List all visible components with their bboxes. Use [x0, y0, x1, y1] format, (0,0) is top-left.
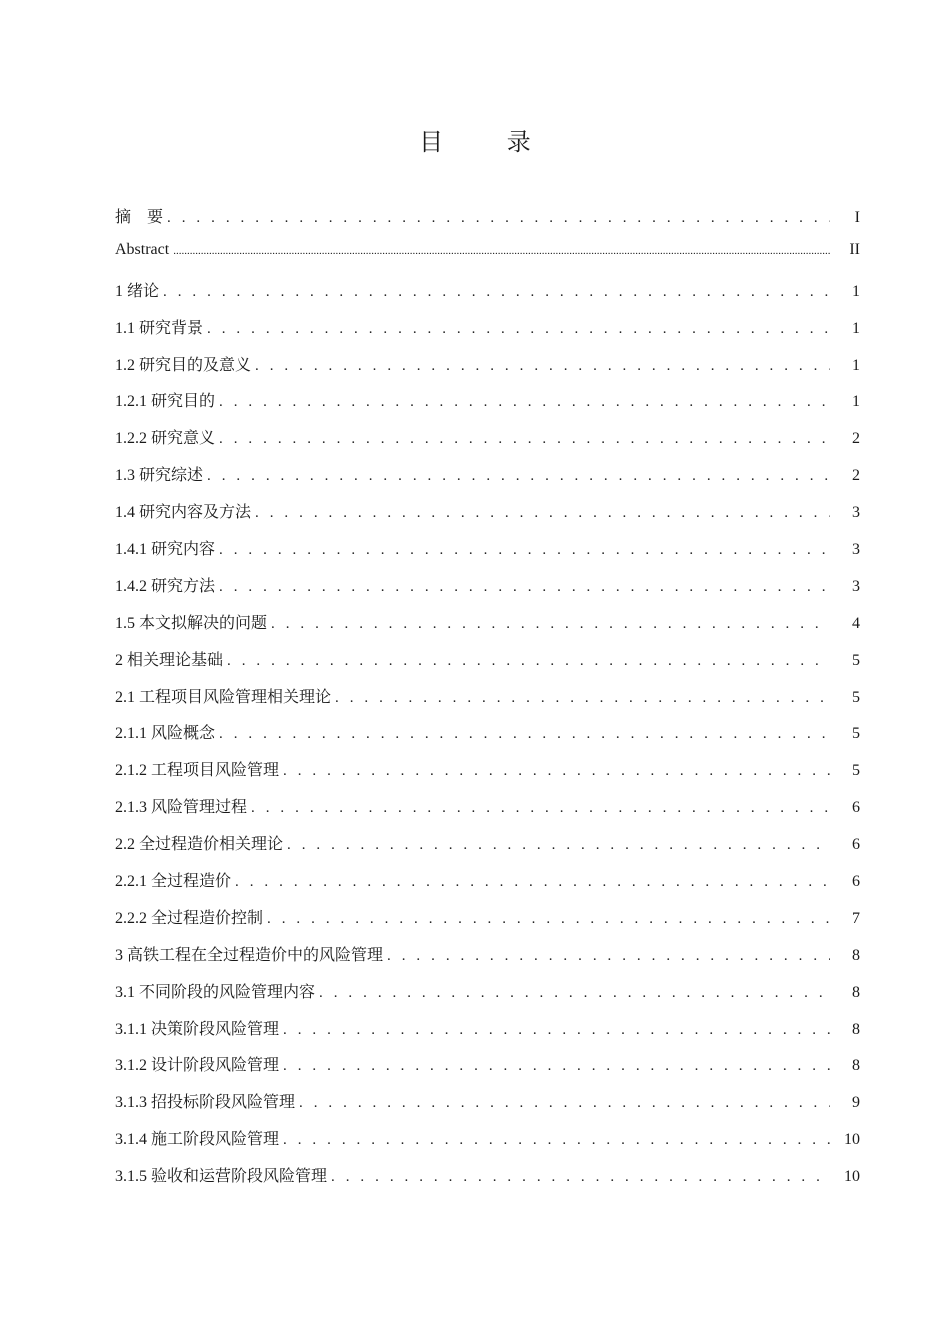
toc-leader-dots — [335, 690, 830, 707]
toc-entry-page: I — [854, 209, 860, 226]
toc-leader-dots — [283, 763, 830, 780]
toc-entry-label: 摘 要 — [115, 209, 164, 226]
toc-list — [115, 204, 860, 1203]
toc-entry-label: 1.3 研究综述 — [115, 467, 204, 485]
toc-entry[interactable] — [115, 647, 860, 684]
toc-entry-label: 2.1.1 风险概念 — [115, 725, 216, 743]
toc-entry-page: 9 — [852, 1094, 860, 1112]
toc-entry[interactable] — [115, 241, 860, 278]
toc-entry-page: 10 — [844, 1131, 860, 1149]
toc-entry-page: 5 — [852, 688, 860, 706]
toc-leader-dots — [227, 653, 830, 670]
toc-entry-label: Abstract — [115, 240, 170, 258]
toc-entry-label: 3.1 不同阶段的风险管理内容 — [115, 983, 316, 1001]
toc-entry[interactable] — [115, 905, 860, 942]
toc-entry[interactable] — [115, 462, 860, 499]
toc-leader-dots — [235, 874, 830, 891]
toc-leader-dots — [219, 542, 830, 559]
toc-entry-page: 6 — [852, 873, 860, 891]
toc-entry-label: 3.1.4 施工阶段风险管理 — [115, 1131, 280, 1149]
toc-entry[interactable] — [115, 1052, 860, 1089]
toc-entry-page: 6 — [852, 799, 860, 817]
toc-entry[interactable] — [115, 610, 860, 647]
toc-leader-dots — [299, 1095, 830, 1112]
toc-entry[interactable] — [115, 1089, 860, 1126]
toc-leader-dots — [287, 837, 830, 854]
toc-leader-dots — [283, 1058, 830, 1075]
toc-entry[interactable] — [115, 1016, 860, 1053]
toc-entry-label: 1.5 本文拟解决的问题 — [115, 614, 268, 632]
toc-leader-dots — [163, 284, 830, 301]
toc-entry[interactable] — [115, 720, 860, 757]
toc-entry-label: 2.1.2 工程项目风险管理 — [115, 762, 280, 780]
toc-entry[interactable] — [115, 573, 860, 610]
toc-entry-page: 3 — [852, 504, 860, 522]
toc-leader-dots — [219, 431, 830, 448]
toc-leader-dots — [387, 948, 830, 965]
toc-entry-label: 2.2 全过程造价相关理论 — [115, 836, 284, 854]
toc-entry-page: 8 — [852, 1057, 860, 1075]
toc-entry-page: 1 — [852, 319, 860, 337]
toc-leader-dots — [207, 321, 830, 338]
toc-entry-label: 3.1.1 决策阶段风险管理 — [115, 1020, 280, 1038]
toc-leader-dots — [267, 911, 830, 928]
toc-entry-label: 1.1 研究背景 — [115, 319, 204, 337]
toc-leader-dots — [255, 505, 830, 522]
toc-entry-label: 1.4.2 研究方法 — [115, 577, 216, 595]
toc-entry-label: 2.2.1 全过程造价 — [115, 873, 232, 891]
toc-entry-page: 8 — [852, 1020, 860, 1038]
toc-entry-page: 1 — [852, 282, 860, 300]
toc-leader-dots — [283, 1022, 830, 1039]
toc-leader-dots — [331, 1169, 830, 1186]
toc-leader-dots — [283, 1132, 830, 1149]
toc-entry[interactable] — [115, 388, 860, 425]
toc-entry-page: 8 — [852, 983, 860, 1001]
toc-entry-label: 2.1 工程项目风险管理相关理论 — [115, 688, 332, 706]
toc-entry-label: 3 高铁工程在全过程造价中的风险管理 — [115, 946, 384, 964]
toc-leader-dots — [207, 468, 830, 485]
toc-leader-dots — [251, 800, 830, 817]
toc-entry-page: 8 — [852, 946, 860, 964]
toc-entry-label: 3.1.5 验收和运营阶段风险管理 — [115, 1168, 328, 1186]
toc-entry[interactable] — [115, 425, 860, 462]
toc-entry-page: 3 — [852, 541, 860, 559]
toc-entry-label: 3.1.2 设计阶段风险管理 — [115, 1057, 280, 1075]
toc-entry[interactable] — [115, 684, 860, 721]
toc-leader-dots — [219, 726, 830, 743]
toc-entry[interactable] — [115, 278, 860, 315]
toc-leader-dots — [219, 394, 830, 411]
toc-entry-label: 1.2.2 研究意义 — [115, 430, 216, 448]
toc-entry[interactable] — [115, 536, 860, 573]
toc-entry[interactable] — [115, 352, 860, 389]
toc-entry-label: 1.4 研究内容及方法 — [115, 504, 252, 522]
toc-entry[interactable] — [115, 757, 860, 794]
toc-entry-page: 2 — [852, 430, 860, 448]
toc-entry[interactable] — [115, 315, 860, 352]
toc-entry[interactable] — [115, 831, 860, 868]
toc-entry-page: 10 — [844, 1168, 860, 1186]
toc-entry-label: 1 绪论 — [115, 282, 160, 300]
toc-leader-dots — [319, 985, 830, 1002]
toc-entry-page: II — [849, 240, 860, 258]
toc-entry-page: 5 — [852, 762, 860, 780]
toc-leader-dots — [219, 579, 830, 596]
toc-leader-dots — [173, 245, 830, 257]
toc-leader-dots — [167, 210, 830, 227]
toc-entry-page: 5 — [852, 651, 860, 669]
toc-entry-label: 1.4.1 研究内容 — [115, 541, 216, 559]
toc-entry-page: 4 — [852, 614, 860, 632]
toc-entry[interactable] — [115, 942, 860, 979]
toc-entry-page: 1 — [852, 393, 860, 411]
toc-entry-page: 7 — [852, 909, 860, 927]
toc-entry-page: 5 — [852, 725, 860, 743]
toc-entry[interactable] — [115, 499, 860, 536]
toc-leader-dots — [271, 616, 830, 633]
toc-entry[interactable] — [115, 204, 860, 241]
toc-entry-page: 1 — [852, 356, 860, 374]
toc-entry-label: 3.1.3 招投标阶段风险管理 — [115, 1094, 296, 1112]
toc-entry-label: 2 相关理论基础 — [115, 651, 224, 669]
toc-entry-page: 6 — [852, 836, 860, 854]
toc-entry-label: 1.2.1 研究目的 — [115, 393, 216, 411]
toc-entry-page: 2 — [852, 467, 860, 485]
toc-entry-label: 2.2.2 全过程造价控制 — [115, 909, 264, 927]
toc-entry-label: 2.1.3 风险管理过程 — [115, 799, 248, 817]
toc-leader-dots — [255, 358, 830, 375]
toc-entry[interactable] — [115, 1126, 860, 1163]
toc-entry[interactable] — [115, 1163, 860, 1203]
toc-entry-label: 1.2 研究目的及意义 — [115, 356, 252, 374]
toc-entry-page: 3 — [852, 577, 860, 595]
toc-entry[interactable] — [115, 868, 860, 905]
toc-entry[interactable] — [115, 794, 860, 831]
toc-title: 目 录 — [419, 128, 559, 156]
toc-entry[interactable] — [115, 979, 860, 1016]
